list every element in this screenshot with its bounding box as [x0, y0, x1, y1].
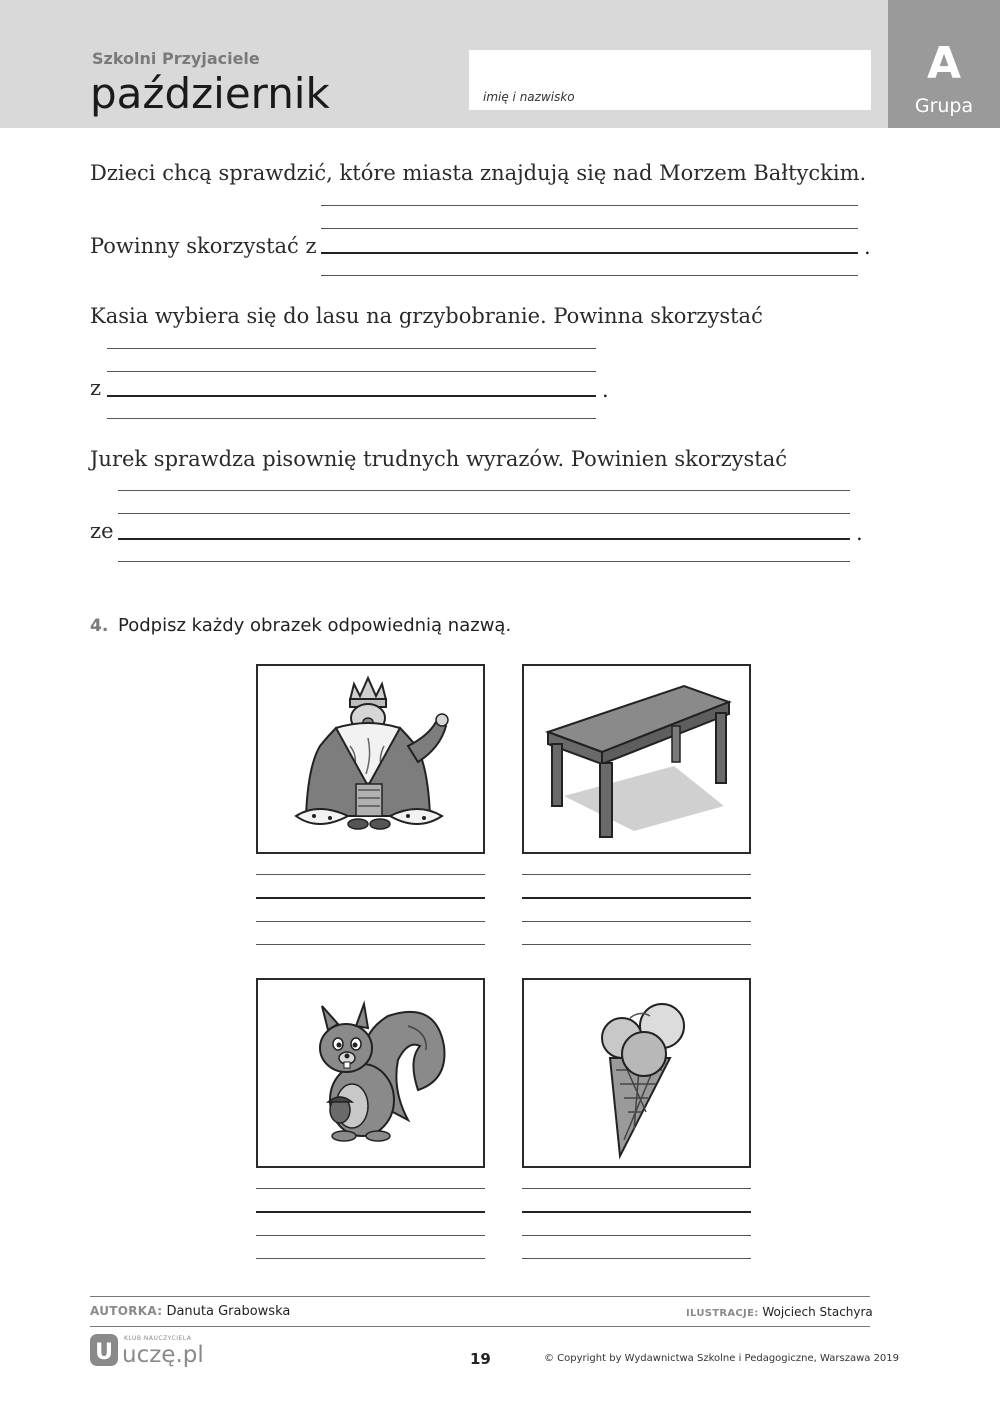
ice-cream-picture-frame — [522, 978, 751, 1168]
series-title: Szkolni Przyjaciele — [92, 49, 260, 68]
question-2-prompt: z — [90, 376, 102, 400]
label-line — [522, 1188, 751, 1189]
answer-line-main[interactable] — [107, 395, 596, 397]
table-picture-frame — [522, 664, 751, 854]
task-number: 4. — [90, 616, 109, 636]
group-badge — [888, 0, 1000, 128]
group-letter: A — [926, 38, 962, 89]
footer-illustrator — [686, 1304, 873, 1322]
logo-club-text: KLUB NAUCZYCIELA — [124, 1335, 192, 1342]
squirrel-picture-frame — [256, 978, 485, 1168]
answer-line — [118, 561, 850, 562]
answer-line — [107, 418, 596, 419]
label-line-main[interactable] — [522, 897, 751, 899]
answer-line — [321, 205, 858, 206]
footer-rule-top — [90, 1296, 870, 1297]
period: . — [602, 378, 609, 402]
period: . — [864, 235, 871, 259]
king-picture-frame — [256, 664, 485, 854]
period: . — [856, 521, 863, 545]
answer-line-main[interactable] — [118, 538, 850, 540]
logo-u-icon — [90, 1334, 120, 1368]
label-line — [256, 1188, 485, 1189]
author-name: Danuta Grabowska — [166, 1304, 291, 1319]
question-3-prompt: ze — [90, 519, 114, 543]
month-title: październik — [90, 69, 330, 118]
king-illustration — [258, 666, 483, 852]
answer-line — [118, 490, 850, 491]
logo-letter: U — [95, 1340, 113, 1365]
task-instruction: Podpisz każdy obrazek odpowiednią nazwą. — [118, 615, 512, 636]
footer-rule-bottom — [90, 1326, 870, 1327]
illustrator-name: Wojciech Stachyra — [762, 1305, 873, 1319]
page-number: 19 — [470, 1350, 491, 1368]
logo-text: uczę.pl — [122, 1342, 204, 1368]
label-line — [522, 874, 751, 875]
answer-line — [321, 275, 858, 276]
ice-cream-illustration — [524, 980, 749, 1166]
table-illustration — [524, 666, 749, 852]
name-field[interactable] — [469, 50, 871, 110]
name-field-label: imię i nazwisko — [483, 90, 575, 104]
label-line-main[interactable] — [256, 1211, 485, 1213]
footer-author — [90, 1303, 290, 1320]
answer-line-main[interactable] — [321, 252, 858, 254]
answer-line — [118, 513, 850, 514]
question-2-sentence: Kasia wybiera się do lasu na grzybobranie. Powinna skorzystać — [90, 304, 763, 328]
label-line — [522, 921, 751, 922]
label-line — [522, 1258, 751, 1259]
label-line — [256, 1258, 485, 1259]
label-line — [256, 874, 485, 875]
question-3-sentence: Jurek sprawdza pisownię trudnych wyrazów. Powinien skorzystać — [90, 447, 787, 471]
copyright-notice: © Copyright by Wydawnictwa Szkolne i Pedagogiczne, Warszawa 2019 — [544, 1353, 900, 1364]
illustrations-key: ILUSTRACJE: — [686, 1308, 759, 1319]
author-key: AUTORKA: — [90, 1304, 163, 1318]
answer-line — [107, 348, 596, 349]
label-line-main[interactable] — [256, 897, 485, 899]
label-line — [522, 944, 751, 945]
label-line — [256, 1235, 485, 1236]
answer-line — [107, 371, 596, 372]
question-1-sentence: Dzieci chcą sprawdzić, które miasta znajdują się nad Morzem Bałtyckim. — [90, 161, 867, 185]
group-label: Grupa — [914, 95, 974, 117]
label-line — [522, 1235, 751, 1236]
question-1-prompt: Powinny skorzystać z — [90, 234, 317, 258]
answer-line — [321, 228, 858, 229]
label-line-main[interactable] — [522, 1211, 751, 1213]
squirrel-illustration — [258, 980, 483, 1166]
ucze-logo[interactable] — [90, 1333, 210, 1369]
label-line — [256, 921, 485, 922]
label-line — [256, 944, 485, 945]
